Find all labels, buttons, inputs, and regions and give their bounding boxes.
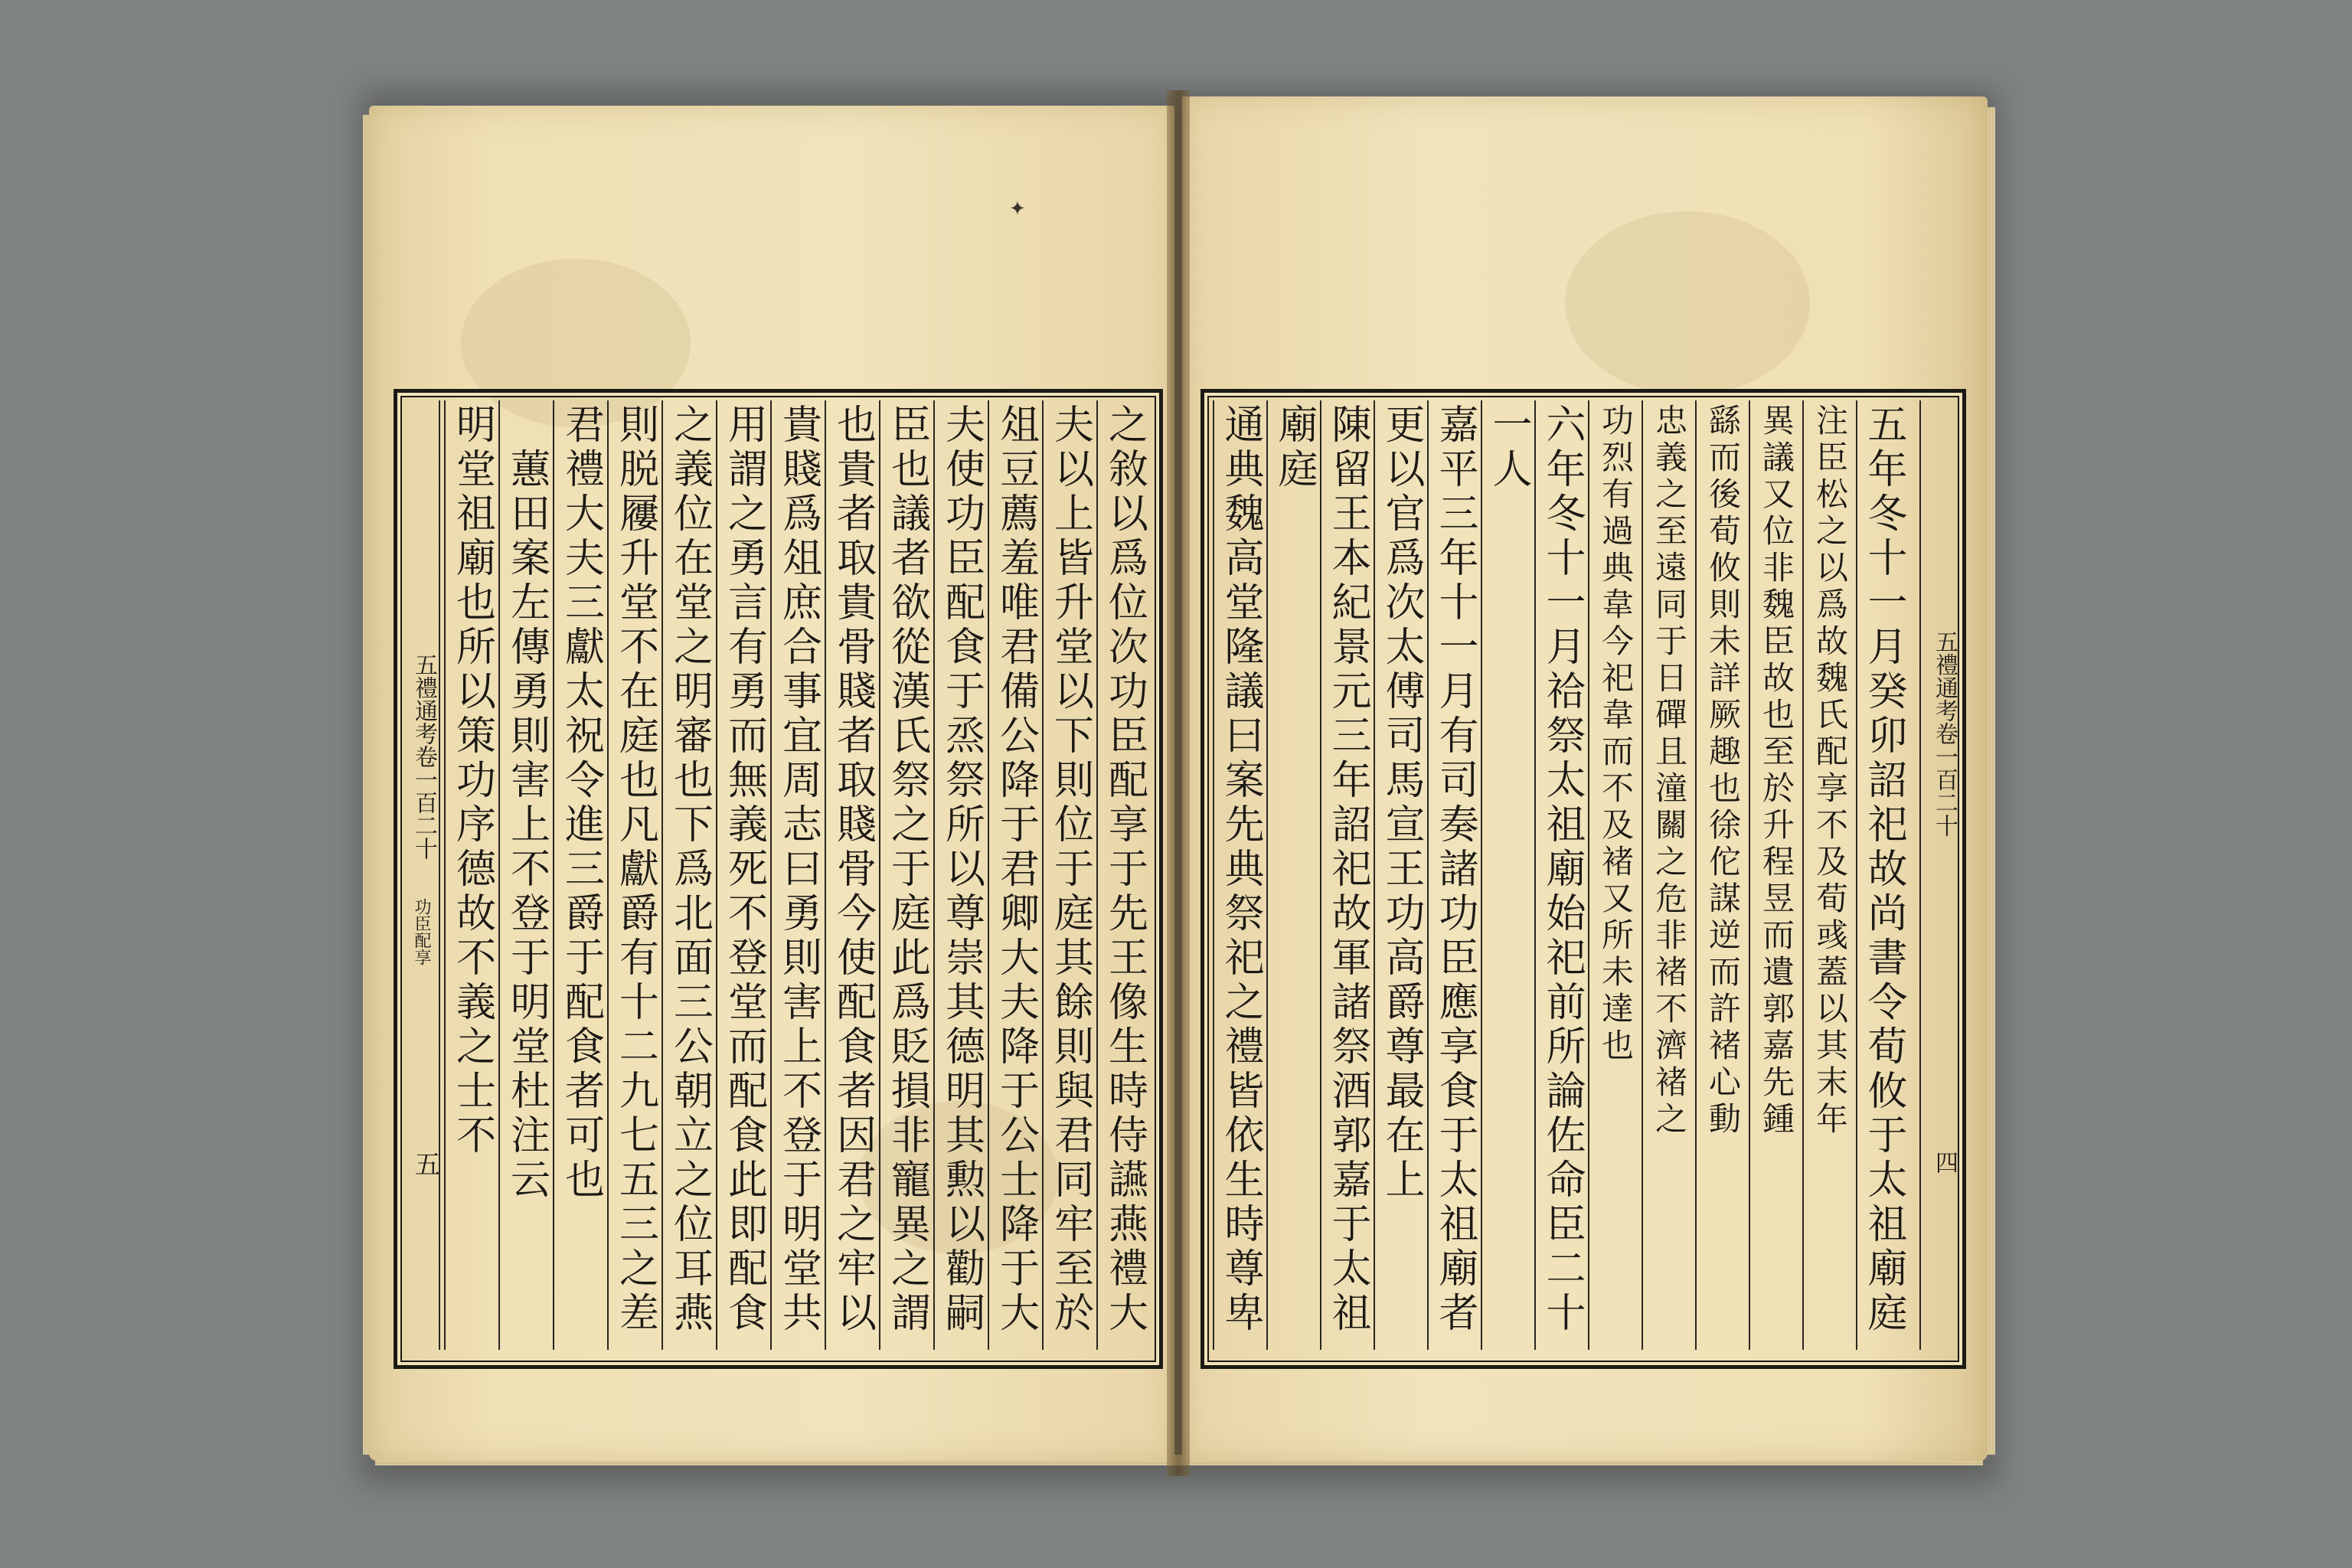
text-column: 之義位在堂之明審也下爲北面三公朝立之位耳燕	[666, 403, 713, 1336]
text-column: 夫使功臣配食于烝祭所以尊崇其德明其勲以勸嗣	[938, 403, 985, 1336]
column-rule	[444, 400, 446, 1350]
text-column: 臣也議者欲從漢氏祭之于庭此爲貶損非寵異之謂	[884, 403, 930, 1336]
text-column: 也貴者取貴骨賤者取賤骨今使配食者因君之牢以	[829, 403, 876, 1336]
page-number: 四	[1931, 1151, 1958, 1174]
text-column: 蕙田案左傳勇則害上不登于明堂杜注云	[503, 403, 550, 1203]
right-text-frame	[1200, 389, 1966, 1369]
text-column: 一人	[1485, 403, 1531, 492]
text-column: 貴賤爲俎庶合事宜周志曰勇則害上不登于明堂共	[775, 403, 822, 1336]
text-column: 俎豆薦羞唯君備公降于君卿大夫降于公士降于大	[992, 403, 1039, 1336]
text-column: 明堂祖廟也所以策功序德故不義之士不	[449, 403, 495, 1158]
worm-hole-mark: ✦	[1009, 198, 1026, 220]
text-column: 廟庭	[1271, 403, 1317, 492]
fold-section: 功臣配享	[412, 898, 431, 965]
text-column: 忠義之至遠同于日磾且潼關之危非褚不濟褚之	[1651, 403, 1688, 1138]
text-column: 夫以上皆升堂以下則位于庭其餘則與君同牢至於	[1047, 403, 1093, 1336]
fold-title: 五禮通考卷一百二十	[410, 653, 437, 860]
text-column: 通典魏高堂隆議曰案先典祭祀之禮皆依生時尊卑	[1217, 403, 1263, 1336]
paper-stain	[1565, 211, 1810, 395]
right-fold-margin	[1919, 400, 1958, 1350]
text-column: 六年冬十一月祫祭太祖廟始祀前所論佐命臣二十	[1539, 403, 1585, 1336]
text-column: 嘉平三年十一月有司奏諸功臣應享食于太祖廟者	[1432, 403, 1478, 1336]
left-text-frame	[394, 389, 1163, 1369]
fold-title: 五禮通考卷一百二十	[1931, 630, 1958, 837]
text-column: 功烈有過典韋今祀韋而不及褚又所未達也	[1597, 403, 1635, 1065]
text-column: 陳留王本紀景元三年詔祀故軍諸祭酒郭嘉于太祖	[1325, 403, 1370, 1336]
text-column: 之敘以爲位次功臣配享于先王像生時侍讌燕禮大	[1101, 403, 1148, 1336]
text-column: 五年冬十一月癸卯詔祀故尚書令荀攸于太祖廟庭	[1860, 403, 1906, 1336]
column-rule	[1213, 400, 1214, 1350]
book-gutter	[1167, 90, 1190, 1476]
text-column: 君禮大夫三獻太祝令進三爵于配食者可也	[557, 403, 604, 1203]
text-column: 則脱屨升堂不在庭也凡獻爵有十二九七五三之差	[612, 403, 658, 1336]
text-column: 用謂之勇言有勇而無義死不登堂而配食此即配食	[720, 403, 767, 1336]
left-fold-margin	[402, 400, 440, 1350]
page-number: 五	[410, 1151, 440, 1177]
text-column: 更以官爲次太傅司馬宣王功高爵尊最在上	[1378, 403, 1424, 1203]
text-column: 繇而後荀攸則未詳厥趣也徐佗謀逆而許褚心動	[1704, 403, 1742, 1138]
text-column: 異議又位非魏臣故也至於升程昱而遺郭嘉先鍾	[1758, 403, 1795, 1138]
text-column: 注臣松之以爲故魏氏配享不及荀彧蓋以其末年	[1811, 403, 1849, 1138]
